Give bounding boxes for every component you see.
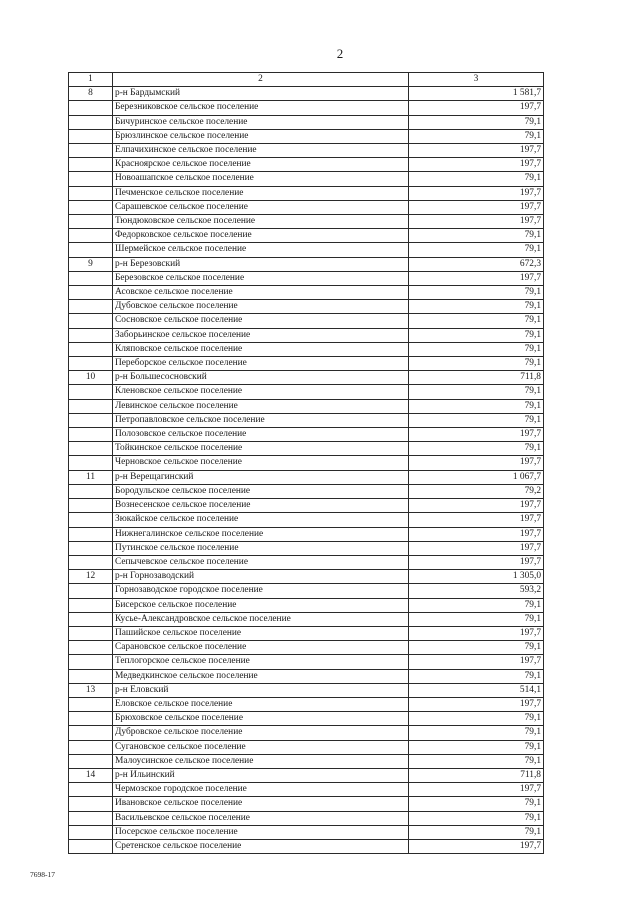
settlement-name-cell: Кляповское сельское поселение — [113, 342, 409, 356]
settlement-name-cell: Сарашевское сельское поселение — [113, 200, 409, 214]
amount-cell: 197,7 — [409, 697, 544, 711]
amount-cell: 79,1 — [409, 740, 544, 754]
amount-cell: 79,1 — [409, 243, 544, 257]
table-row — [69, 797, 544, 811]
settlement-name-cell: Елпачихинское сельское поселение — [113, 144, 409, 158]
table-row — [69, 87, 544, 101]
table-row — [69, 754, 544, 768]
amount-cell: 79,1 — [409, 797, 544, 811]
settlement-name-cell: р-н Горнозаводский — [113, 570, 409, 584]
table-row — [69, 229, 544, 243]
amount-cell: 197,7 — [409, 626, 544, 640]
amount-cell: 197,7 — [409, 158, 544, 172]
settlement-name-cell: Нижнегалинское сельское поселение — [113, 527, 409, 541]
amount-cell: 79,1 — [409, 598, 544, 612]
settlement-name-cell: Асовское сельское поселение — [113, 286, 409, 300]
amount-cell: 79,1 — [409, 314, 544, 328]
table-row — [69, 555, 544, 569]
table-header-row — [69, 73, 544, 87]
settlement-name-cell: Переборское сельское поселение — [113, 357, 409, 371]
row-number-cell — [69, 797, 113, 811]
amount-cell: 79,1 — [409, 129, 544, 143]
settlement-name-cell: Чермозское городское поселение — [113, 783, 409, 797]
settlement-name-cell: Кусье-Александровское сельское поселение — [113, 612, 409, 626]
settlement-name-cell: Еловское сельское поселение — [113, 697, 409, 711]
row-number-cell — [69, 555, 113, 569]
table-row — [69, 257, 544, 271]
table-row — [69, 413, 544, 427]
table-row — [69, 513, 544, 527]
table-row — [69, 357, 544, 371]
amount-cell: 79,1 — [409, 399, 544, 413]
row-number-cell — [69, 413, 113, 427]
settlement-name-cell: Печменское сельское поселение — [113, 186, 409, 200]
row-number-cell: 13 — [69, 683, 113, 697]
table-row — [69, 328, 544, 342]
table-row — [69, 172, 544, 186]
row-number-cell — [69, 811, 113, 825]
table-row — [69, 768, 544, 782]
row-number-cell — [69, 754, 113, 768]
table-row — [69, 499, 544, 513]
table-row — [69, 101, 544, 115]
amount-cell: 79,1 — [409, 385, 544, 399]
table-row — [69, 371, 544, 385]
header-col-3: 3 — [409, 73, 544, 87]
amount-cell: 1 067,7 — [409, 470, 544, 484]
row-number-cell: 9 — [69, 257, 113, 271]
settlement-name-cell: Горнозаводское городское поселение — [113, 584, 409, 598]
row-number-cell — [69, 300, 113, 314]
row-number-cell — [69, 584, 113, 598]
row-number-cell — [69, 144, 113, 158]
row-number-cell — [69, 641, 113, 655]
row-number-cell — [69, 726, 113, 740]
table-row — [69, 484, 544, 498]
row-number-cell — [69, 399, 113, 413]
row-number-cell: 8 — [69, 87, 113, 101]
row-number-cell — [69, 527, 113, 541]
settlement-name-cell: Березовское сельское поселение — [113, 271, 409, 285]
row-number-cell — [69, 669, 113, 683]
settlement-name-cell: Теплогорское сельское поселение — [113, 655, 409, 669]
table-row — [69, 186, 544, 200]
settlement-name-cell: р-н Бардымский — [113, 87, 409, 101]
amount-cell: 79,1 — [409, 413, 544, 427]
amount-cell: 197,7 — [409, 428, 544, 442]
table-row — [69, 158, 544, 172]
settlement-name-cell: Ивановское сельское поселение — [113, 797, 409, 811]
row-number-cell — [69, 499, 113, 513]
row-number-cell — [69, 271, 113, 285]
settlement-name-cell: р-н Еловский — [113, 683, 409, 697]
row-number-cell — [69, 286, 113, 300]
row-number-cell — [69, 385, 113, 399]
amount-cell: 79,1 — [409, 442, 544, 456]
row-number-cell — [69, 314, 113, 328]
settlement-name-cell: Дубовское сельское поселение — [113, 300, 409, 314]
amount-cell: 79,1 — [409, 612, 544, 626]
amount-cell: 79,1 — [409, 811, 544, 825]
settlement-name-cell: Брюзлинское сельское поселение — [113, 129, 409, 143]
row-number-cell — [69, 158, 113, 172]
row-number-cell — [69, 612, 113, 626]
row-number-cell — [69, 200, 113, 214]
settlement-name-cell: Посерское сельское поселение — [113, 825, 409, 839]
settlement-name-cell: р-н Березовский — [113, 257, 409, 271]
amount-cell: 79,1 — [409, 357, 544, 371]
row-number-cell — [69, 456, 113, 470]
amount-cell: 197,7 — [409, 513, 544, 527]
settlement-name-cell: Сретенское сельское поселение — [113, 839, 409, 853]
amount-cell: 79,1 — [409, 726, 544, 740]
row-number-cell — [69, 513, 113, 527]
table-body — [69, 87, 544, 854]
table-row — [69, 271, 544, 285]
amount-cell: 593,2 — [409, 584, 544, 598]
amount-cell: 197,7 — [409, 839, 544, 853]
amount-cell: 79,1 — [409, 754, 544, 768]
row-number-cell: 12 — [69, 570, 113, 584]
amount-cell: 197,7 — [409, 271, 544, 285]
amount-cell: 79,1 — [409, 342, 544, 356]
header-col-2: 2 — [113, 73, 409, 87]
row-number-cell — [69, 357, 113, 371]
table-row — [69, 200, 544, 214]
amount-cell: 197,7 — [409, 456, 544, 470]
settlement-name-cell: Заборьинское сельское поселение — [113, 328, 409, 342]
settlement-name-cell: Пашийское сельское поселение — [113, 626, 409, 640]
settlement-name-cell: Сепычевское сельское поселение — [113, 555, 409, 569]
amount-cell: 197,7 — [409, 541, 544, 555]
document-code: 7698-17 — [30, 870, 55, 879]
table-row — [69, 811, 544, 825]
settlement-name-cell: Тюндюковское сельское поселение — [113, 215, 409, 229]
table-row — [69, 598, 544, 612]
table-row — [69, 243, 544, 257]
amount-cell: 197,7 — [409, 655, 544, 669]
row-number-cell — [69, 697, 113, 711]
settlement-name-cell: Дубровское сельское поселение — [113, 726, 409, 740]
settlement-name-cell: Бородульское сельское поселение — [113, 484, 409, 498]
table-row — [69, 584, 544, 598]
settlement-name-cell: Красноярское сельское поселение — [113, 158, 409, 172]
amount-cell: 79,1 — [409, 229, 544, 243]
amount-cell: 79,2 — [409, 484, 544, 498]
page-number: 2 — [336, 46, 344, 61]
amount-cell: 711,8 — [409, 371, 544, 385]
row-number-cell — [69, 115, 113, 129]
row-number-cell — [69, 598, 113, 612]
settlement-name-cell: Новоашапское сельское поселение — [113, 172, 409, 186]
table-row — [69, 428, 544, 442]
row-number-cell — [69, 215, 113, 229]
amount-cell: 79,1 — [409, 115, 544, 129]
settlement-name-cell: р-н Большесосновский — [113, 371, 409, 385]
row-number-cell — [69, 442, 113, 456]
row-number-cell: 14 — [69, 768, 113, 782]
table-row — [69, 456, 544, 470]
table-row — [69, 839, 544, 853]
row-number-cell — [69, 172, 113, 186]
amount-cell: 197,7 — [409, 215, 544, 229]
row-number-cell — [69, 186, 113, 200]
settlement-name-cell: Путинское сельское поселение — [113, 541, 409, 555]
table-row — [69, 470, 544, 484]
table-row — [69, 314, 544, 328]
settlement-name-cell: Левинское сельское поселение — [113, 399, 409, 413]
amount-cell: 79,1 — [409, 300, 544, 314]
table-row — [69, 825, 544, 839]
settlement-name-cell: Сугановское сельское поселение — [113, 740, 409, 754]
table-row — [69, 783, 544, 797]
settlement-name-cell: р-н Ильинский — [113, 768, 409, 782]
row-number-cell — [69, 129, 113, 143]
table-row — [69, 541, 544, 555]
row-number-cell — [69, 655, 113, 669]
row-number-cell — [69, 229, 113, 243]
amount-cell: 197,7 — [409, 783, 544, 797]
table-row — [69, 612, 544, 626]
row-number-cell: 10 — [69, 371, 113, 385]
table-row — [69, 669, 544, 683]
row-number-cell — [69, 783, 113, 797]
table-row — [69, 740, 544, 754]
amount-cell: 79,1 — [409, 825, 544, 839]
table-row — [69, 655, 544, 669]
table-row — [69, 286, 544, 300]
settlement-name-cell: Черновское сельское поселение — [113, 456, 409, 470]
table-row — [69, 712, 544, 726]
amount-cell: 79,1 — [409, 669, 544, 683]
row-number-cell — [69, 243, 113, 257]
amount-cell: 711,8 — [409, 768, 544, 782]
settlement-name-cell: Медведкинское сельское поселение — [113, 669, 409, 683]
amount-cell: 672,3 — [409, 257, 544, 271]
settlement-name-cell: Бичуринское сельское поселение — [113, 115, 409, 129]
amount-cell: 197,7 — [409, 555, 544, 569]
table-row — [69, 641, 544, 655]
table-row — [69, 115, 544, 129]
amount-cell: 79,1 — [409, 712, 544, 726]
amount-cell: 197,7 — [409, 499, 544, 513]
amount-cell: 79,1 — [409, 286, 544, 300]
settlement-name-cell: Брюховское сельское поселение — [113, 712, 409, 726]
amount-cell: 1 305,0 — [409, 570, 544, 584]
settlement-name-cell: Зюкайское сельское поселение — [113, 513, 409, 527]
row-number-cell — [69, 712, 113, 726]
settlement-name-cell: Малоусинское сельское поселение — [113, 754, 409, 768]
row-number-cell — [69, 101, 113, 115]
table-row — [69, 342, 544, 356]
settlement-name-cell: Васильевское сельское поселение — [113, 811, 409, 825]
row-number-cell — [69, 428, 113, 442]
settlement-name-cell: Сосновское сельское поселение — [113, 314, 409, 328]
table-row — [69, 144, 544, 158]
table-row — [69, 726, 544, 740]
table-row — [69, 570, 544, 584]
table-row — [69, 215, 544, 229]
settlement-name-cell: р-н Верещагинский — [113, 470, 409, 484]
amount-cell: 79,1 — [409, 172, 544, 186]
amount-cell: 197,7 — [409, 186, 544, 200]
amount-cell: 514,1 — [409, 683, 544, 697]
settlement-name-cell: Федорковское сельское поселение — [113, 229, 409, 243]
settlement-name-cell: Кленовское сельское поселение — [113, 385, 409, 399]
row-number-cell — [69, 342, 113, 356]
amount-cell: 197,7 — [409, 200, 544, 214]
amount-cell: 197,7 — [409, 144, 544, 158]
header-col-1: 1 — [69, 73, 113, 87]
distribution-table — [68, 72, 544, 854]
settlement-name-cell: Бисерское сельское поселение — [113, 598, 409, 612]
amount-cell: 79,1 — [409, 328, 544, 342]
amount-cell: 1 581,7 — [409, 87, 544, 101]
amount-cell: 197,7 — [409, 527, 544, 541]
settlement-name-cell: Полозовское сельское поселение — [113, 428, 409, 442]
row-number-cell — [69, 740, 113, 754]
settlement-name-cell: Сарановское сельское поселение — [113, 641, 409, 655]
row-number-cell — [69, 328, 113, 342]
settlement-name-cell: Березниковское сельское поселение — [113, 101, 409, 115]
amount-cell: 79,1 — [409, 641, 544, 655]
row-number-cell — [69, 484, 113, 498]
settlement-name-cell: Шермейское сельское поселение — [113, 243, 409, 257]
table-row — [69, 442, 544, 456]
table-row — [69, 527, 544, 541]
row-number-cell — [69, 839, 113, 853]
settlement-name-cell: Тойкинское сельское поселение — [113, 442, 409, 456]
row-number-cell — [69, 626, 113, 640]
row-number-cell: 11 — [69, 470, 113, 484]
table-row — [69, 129, 544, 143]
row-number-cell — [69, 825, 113, 839]
table-row — [69, 300, 544, 314]
amount-cell: 197,7 — [409, 101, 544, 115]
table-row — [69, 683, 544, 697]
settlement-name-cell: Петропавловское сельское поселение — [113, 413, 409, 427]
table-row — [69, 399, 544, 413]
settlement-name-cell: Вознесенское сельское поселение — [113, 499, 409, 513]
row-number-cell — [69, 541, 113, 555]
table-row — [69, 626, 544, 640]
table-row — [69, 697, 544, 711]
table-row — [69, 385, 544, 399]
